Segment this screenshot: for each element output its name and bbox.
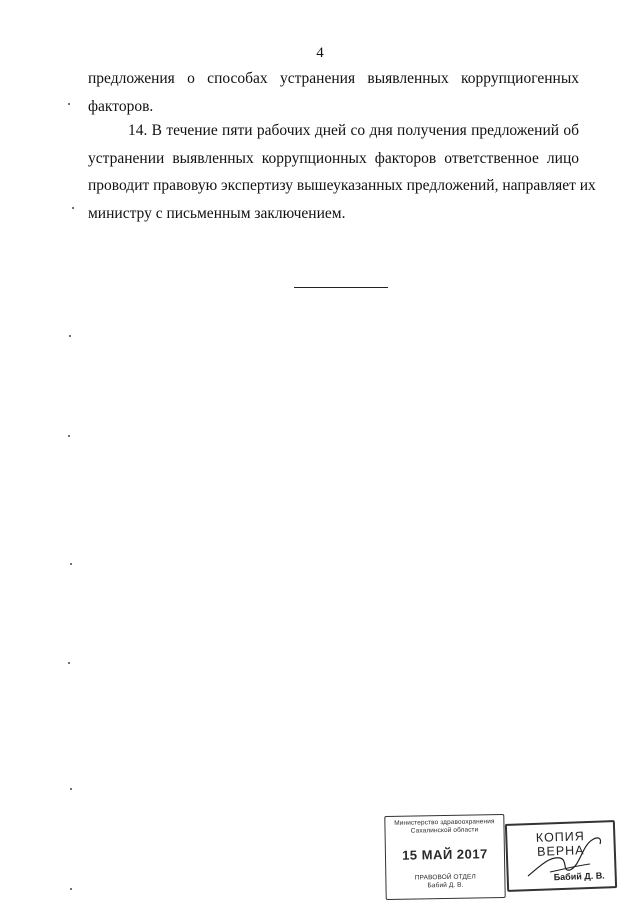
paragraph-14-line-1: 14. В течение пяти рабочих дней со дня получения предложений об — [128, 122, 579, 139]
scan-speck — [69, 335, 71, 337]
scan-speck — [68, 103, 70, 105]
handwritten-signature — [520, 826, 610, 886]
stamp-date: 15 МАЙ 2017 — [401, 846, 488, 863]
scan-speck — [72, 207, 74, 209]
paragraph-1-line-2: факторов. — [88, 97, 154, 115]
scan-speck — [68, 662, 70, 664]
stamp-department: ПРАВОВОЙ ОТДЕЛ — [414, 873, 476, 882]
paragraph-1-line-1: предложения о способах устранения выявленных коррупциогенных — [88, 70, 579, 87]
copy-stamp-name: Бабий Д. В. — [553, 870, 605, 883]
scan-speck — [68, 435, 70, 437]
paragraph-14 — [88, 117, 596, 227]
paragraph-14-line-4: министру с письменным заключением. — [88, 204, 346, 222]
date-received-stamp — [384, 814, 505, 900]
scan-speck — [70, 788, 72, 790]
paragraph-1 — [88, 65, 579, 120]
stamp-ministry-line-1: Министерство здравоохранения — [394, 818, 495, 827]
scan-speck — [70, 888, 72, 890]
stamp-ministry-line-2: Сахалинской области — [410, 825, 479, 835]
stamp-name: Бабий Д. В. — [427, 881, 464, 889]
end-of-text-divider — [294, 287, 388, 288]
scan-speck — [70, 563, 72, 565]
copy-stamp-title: КОПИЯ ВЕРНА — [535, 829, 586, 859]
paragraph-14-line-3: проводит правовую экспертизу вышеуказанных предложений, направляет их — [88, 177, 596, 194]
paragraph-14-line-2: устранении выявленных коррупционных факторов ответственное лицо — [88, 149, 579, 167]
page-number: 4 — [316, 45, 324, 61]
